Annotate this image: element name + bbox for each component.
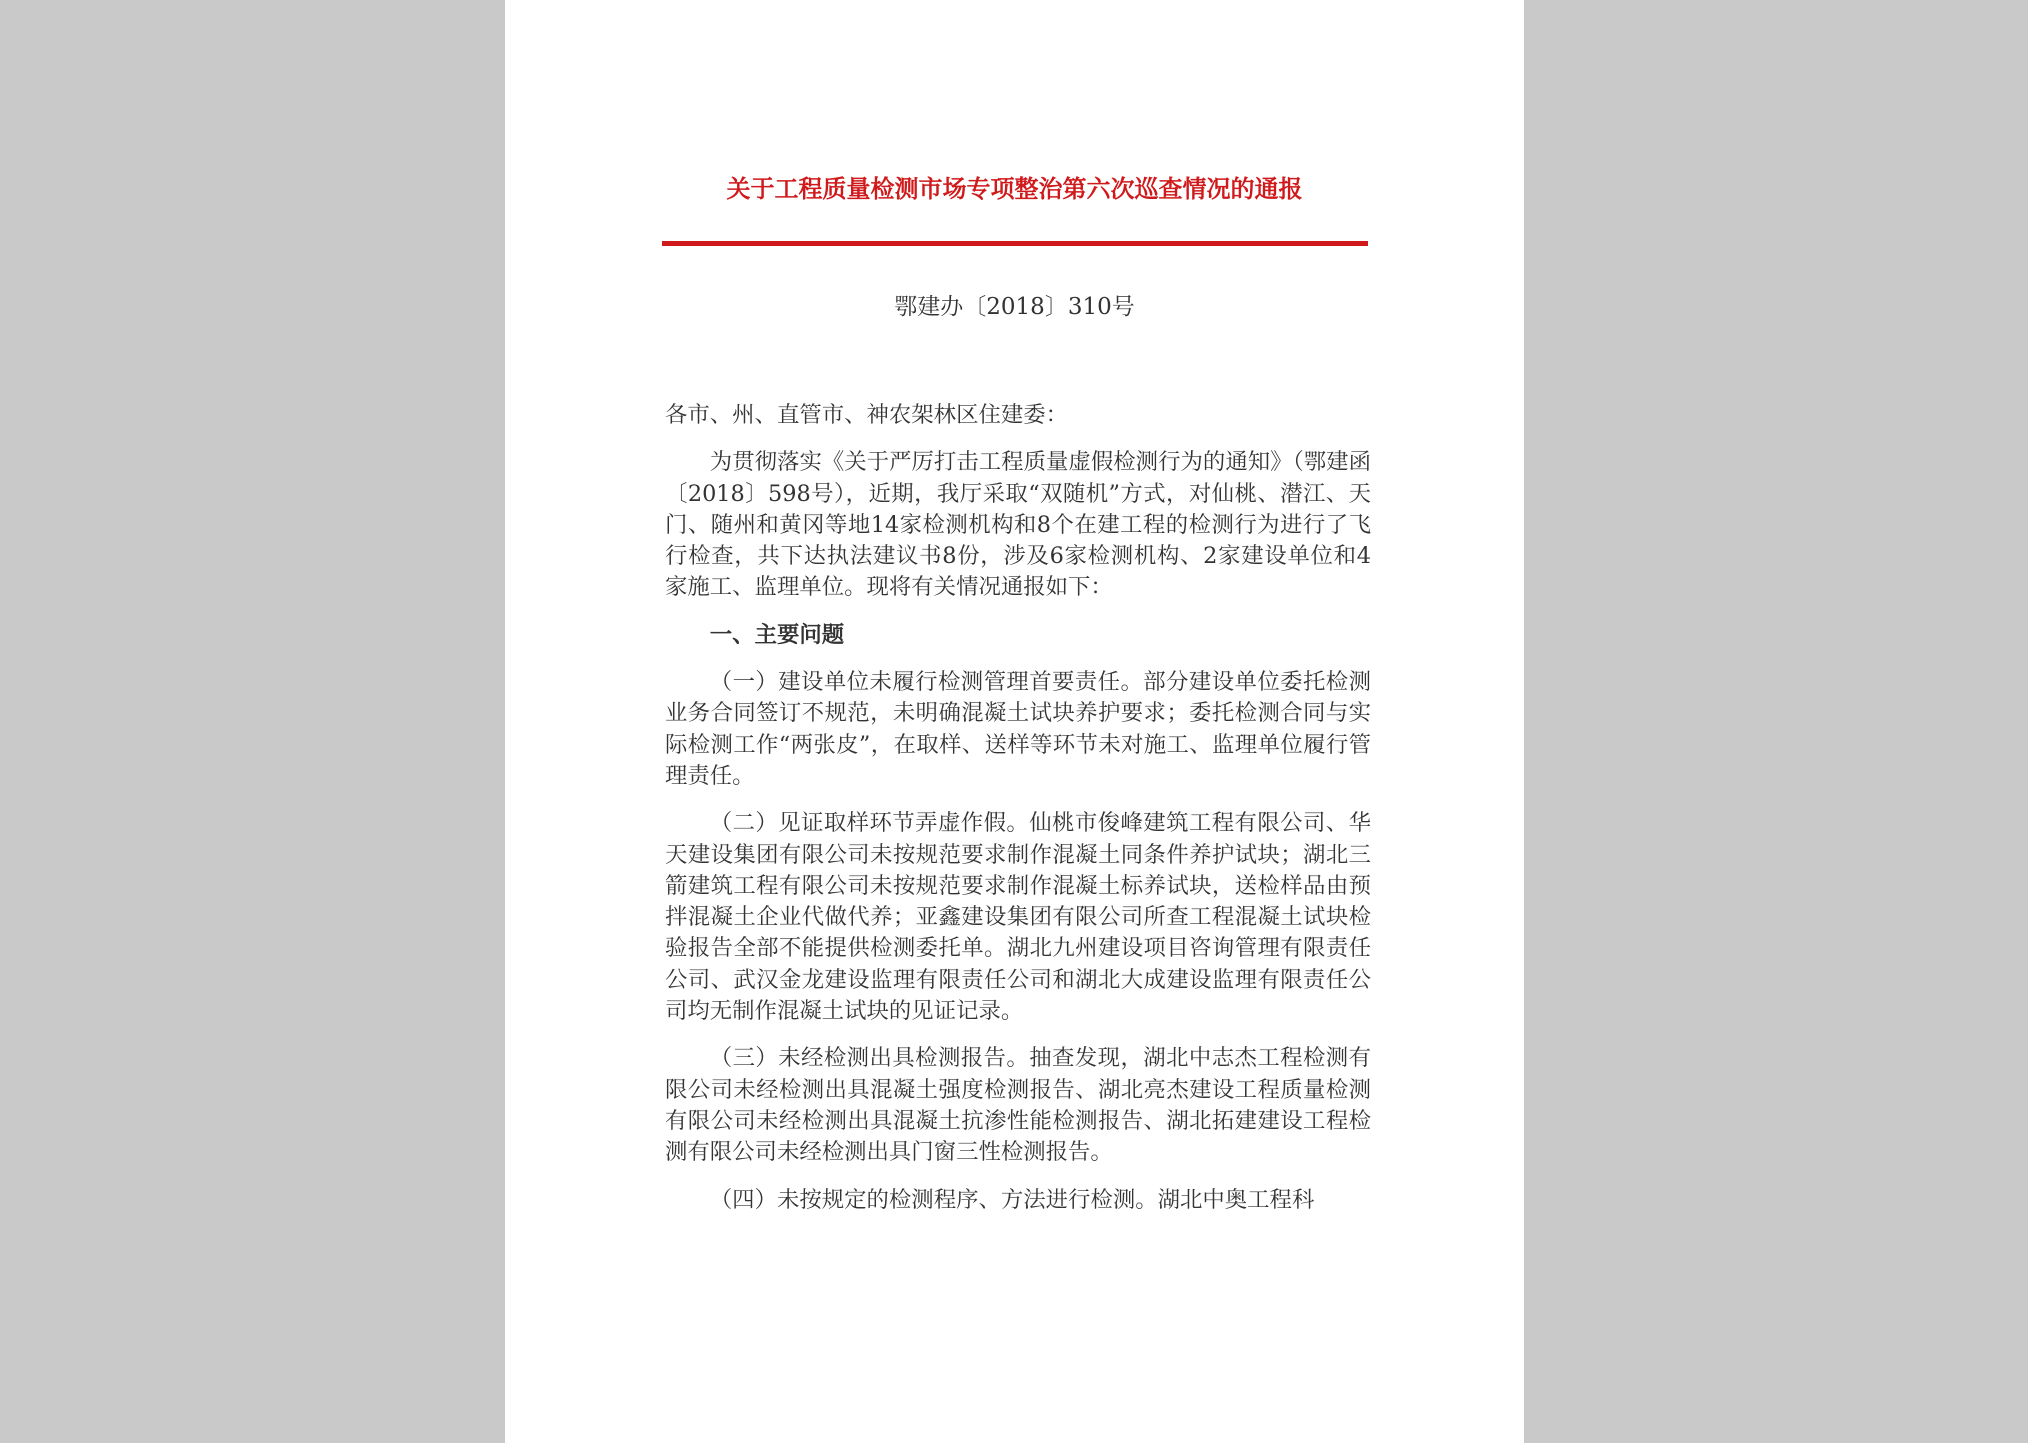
document-number: 鄂建办〔2018〕310号: [894, 294, 1135, 320]
issue-item: （四）未按规定的检测程序、方法进行检测。湖北中奥工程科: [709, 1186, 1315, 1213]
document-title: 关于工程质量检测市场专项整治第六次巡查情况的通报: [726, 174, 1303, 203]
issue-item: （二）见证取样环节弄虚作假。仙桃市俊峰建筑工程有限公司、华天建设集团有限公司未按规范要求制作混凝土同条件养护试块；湖北三箭建筑工程有限公司未按规范要求制作混凝土标养试块，送检样品由预拌混凝土企业代做代养；亚鑫建设集团有限公司所查工程混凝土试块检验报告全部不能提供检测委托单。湖北九州建设项目咨询管理有限责任公司、武汉金龙建设监理有限责任公司和湖北大成建设监理有限责任公司均无制作混凝土试块的见证记录。: [665, 810, 1371, 1025]
intro-paragraph: 为贯彻落实《关于严厉打击工程质量虚假检测行为的通知》（鄂建函〔2018〕598号），近期，我厅采取“双随机”方式，对仙桃、潜江、天门、随州和黄冈等地14家检测机构和8个在建工程的检测行为进行了飞行检查，共下达执法建议书8份，涉及6家检测机构、2家建设单位和4家施工、监理单位。现将有关情况通报如下：: [665, 449, 1371, 601]
red-divider-line: [662, 241, 1368, 246]
issue-item: （三）未经检测出具检测报告。抽查发现，湖北中志杰工程检测有限公司未经检测出具混凝土强度检测报告、湖北亮杰建设工程质量检测有限公司未经检测出具混凝土抗渗性能检测报告、湖北拓建建设工程检测有限公司未经检测出具门窗三性检测报告。: [665, 1045, 1371, 1166]
salutation: 各市、州、直管市、神农架林区住建委：: [665, 402, 1069, 428]
issue-item: （一）建设单位未履行检测管理首要责任。部分建设单位委托检测业务合同签订不规范，未明确混凝土试块养护要求；委托检测合同与实际检测工作“两张皮”，在取样、送样等环节未对施工、监理单位履行管理责任。: [665, 669, 1371, 789]
document-page: [505, 0, 1524, 1443]
section-heading: 一、主要问题: [709, 621, 845, 648]
document-body: [665, 400, 1371, 1232]
